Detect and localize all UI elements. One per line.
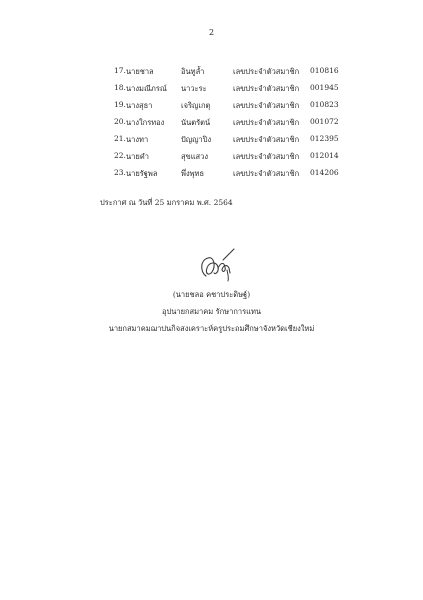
member-id-code: 010816 [310, 66, 339, 75]
member-first-name: นางสุธา [126, 101, 153, 110]
announcement-date: ประกาศ ณ วันที่ 25 มกราคม พ.ศ. 2564 [100, 198, 233, 207]
member-id-label: เลขประจำตัวสมาชิก [233, 135, 300, 144]
member-row [0, 168, 423, 185]
member-id-label: เลขประจำตัวสมาชิก [233, 118, 300, 127]
member-last-name: ปัญญาปิง [181, 135, 212, 144]
member-id-label: เลขประจำตัวสมาชิก [233, 84, 300, 93]
member-last-name: เจริญเกตุ [181, 101, 211, 110]
member-row [0, 117, 423, 134]
member-last-name: สุขแสวง [181, 152, 208, 161]
page-number: 2 [208, 28, 215, 37]
signature-block [0, 286, 423, 337]
member-id-label: เลขประจำตัวสมาชิก [233, 152, 300, 161]
member-first-name: นางทา [126, 135, 149, 144]
member-row [0, 100, 423, 117]
member-number: 19. [114, 100, 126, 109]
member-row [0, 151, 423, 168]
member-first-name: นางใกรทอง [126, 118, 165, 127]
member-first-name: นายคำ [126, 152, 149, 161]
member-number: 23. [114, 168, 126, 177]
member-last-name: อินทูล้ำ [181, 67, 205, 76]
signatory-name: (นายชลอ คชาประดิษฐ์) [172, 290, 251, 299]
member-last-name: นันตรัตน์ [181, 118, 211, 127]
member-first-name: นางมณีภรณ์ [126, 84, 167, 93]
member-first-name: นายชาล [126, 67, 154, 76]
member-last-name: พึ่งพุทธ [181, 169, 205, 178]
signatory-position: อุปนายกสมาคม รักษาการแทน [161, 307, 262, 316]
member-number: 20. [114, 117, 126, 126]
member-number: 18. [114, 83, 126, 92]
member-row [0, 83, 423, 100]
member-id-code: 014206 [310, 168, 339, 177]
member-id-label: เลขประจำตัวสมาชิก [233, 101, 300, 110]
member-number: 21. [114, 134, 126, 143]
member-id-label: เลขประจำตัวสมาชิก [233, 169, 300, 178]
member-id-code: 012395 [310, 134, 339, 143]
member-list [0, 66, 423, 185]
member-row [0, 66, 423, 83]
member-first-name: นายรัฐพล [126, 169, 158, 178]
member-id-code: 001945 [310, 83, 339, 92]
member-id-label: เลขประจำตัวสมาชิก [233, 67, 300, 76]
member-id-code: 012014 [310, 151, 339, 160]
member-last-name: นาวะระ [181, 84, 207, 93]
member-number: 22. [114, 151, 126, 160]
member-number: 17. [114, 66, 126, 75]
signature [196, 246, 238, 282]
signatory-organization: นายกสมาคมฌาปนกิจสงเคราะห์ครูประถมศึกษาจังหวัดเชียงใหม่ [108, 324, 315, 333]
member-id-code: 001072 [310, 117, 339, 126]
member-id-code: 010823 [310, 100, 339, 109]
member-row [0, 134, 423, 151]
